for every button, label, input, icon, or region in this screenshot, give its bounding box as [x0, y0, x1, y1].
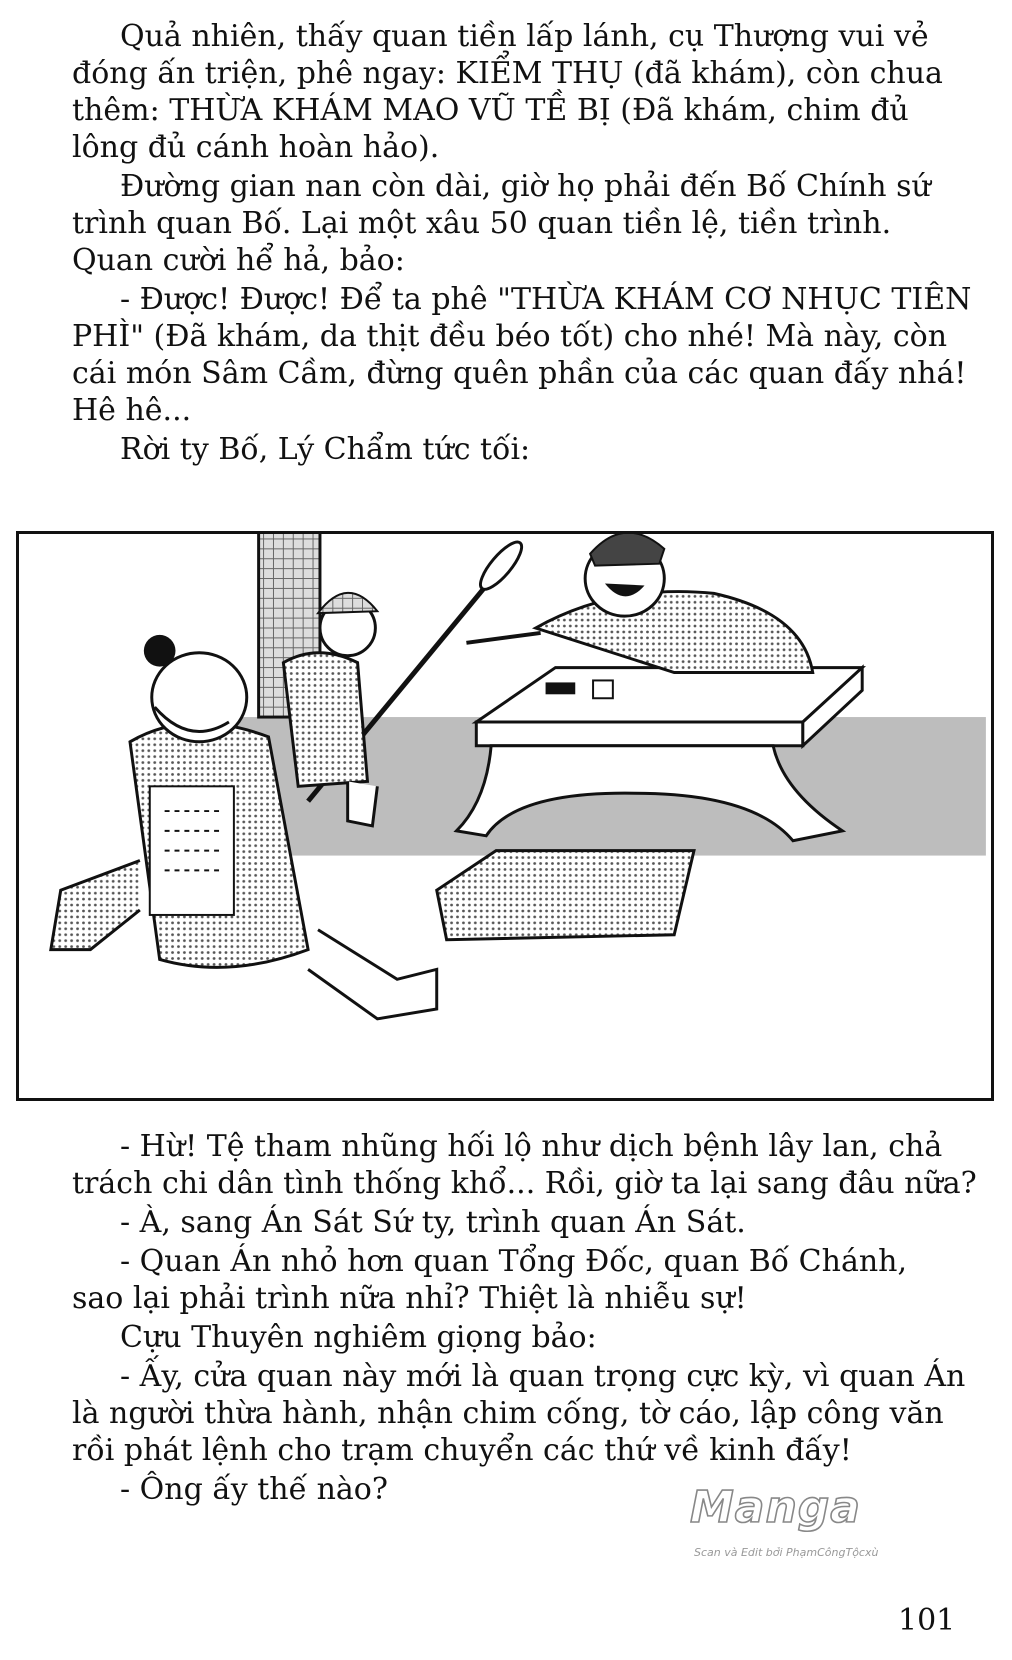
paragraph	[72, 431, 970, 468]
cartoon-illustration	[19, 534, 991, 1098]
watermark-title: Manga	[690, 1482, 861, 1533]
text-line: Hê hê...	[72, 393, 192, 428]
text-line: cái món Sâm Cầm, đừng quên phần của các quan đấy nhá!	[72, 356, 967, 391]
text-line: - À, sang Án Sát Sứ ty, trình quan Án Sát.	[120, 1205, 746, 1240]
text-line: - Ông ấy thế nào?	[120, 1472, 388, 1507]
text-line: Rời ty Bố, Lý Chẩm tức tối:	[120, 432, 531, 467]
paragraph	[72, 1319, 970, 1356]
paragraph	[72, 1204, 970, 1241]
text-line: Đường gian nan còn dài, giờ họ phải đến Bố Chính sứ	[120, 169, 931, 204]
text-line: thêm: THỪA KHÁM MAO VŨ TỀ BỊ (Đã khám, chim đủ	[72, 93, 909, 128]
step	[437, 851, 694, 940]
text-line: - Được! Được! Để ta phê "THỪA KHÁM CƠ NHỤC TIÊN	[120, 282, 972, 317]
paragraph	[72, 168, 970, 279]
paragraph	[72, 1358, 970, 1469]
watermark-subtitle: Scan và Edit bởi PhạmCôngTộcxù	[694, 1546, 879, 1559]
illustration-panel	[16, 531, 994, 1101]
text-line: Quan cười hể hả, bảo:	[72, 243, 405, 278]
paragraph	[72, 1243, 970, 1317]
text-line: lông đủ cánh hoàn hảo).	[72, 130, 440, 165]
text-line: rồi phát lệnh cho trạm chuyển các thứ về kinh đấy!	[72, 1433, 852, 1468]
text-line: PHÌ" (Đã khám, da thịt đều béo tốt) cho nhé! Mà này, còn	[72, 319, 948, 354]
text-line: trách chi dân tình thống khổ... Rồi, giờ ta lại sang đâu nữa?	[72, 1166, 977, 1201]
text-line: - Hừ! Tệ tham nhũng hối lộ như dịch bệnh lây lan, chả	[120, 1129, 943, 1164]
paragraph	[72, 18, 970, 166]
paragraph	[72, 281, 970, 429]
text-line: - Quan Án nhỏ hơn quan Tổng Đốc, quan Bố Chánh,	[120, 1244, 908, 1279]
text-line: là người thừa hành, nhận chim cống, tờ cáo, lập công văn	[72, 1396, 944, 1431]
text-line: trình quan Bố. Lại một xâu 50 quan tiền lệ, tiền trình.	[72, 206, 892, 241]
text-line: - Ấy, cửa quan này mới là quan trọng cực kỳ, vì quan Án	[120, 1359, 966, 1394]
text-line: Quả nhiên, thấy quan tiền lấp lánh, cụ Thượng vui vẻ	[120, 19, 929, 54]
text-line: sao lại phải trình nữa nhỉ? Thiệt là nhiễu sự!	[72, 1281, 747, 1316]
paragraph	[72, 1128, 977, 1202]
paragraph	[72, 1471, 970, 1508]
text-line: đóng ấn triện, phê ngay: KIỂM THỤ (đã khám), còn chua	[72, 56, 943, 91]
text-line: Cựu Thuyên nghiêm giọng bảo:	[120, 1320, 597, 1355]
page-number: 101	[898, 1603, 956, 1638]
